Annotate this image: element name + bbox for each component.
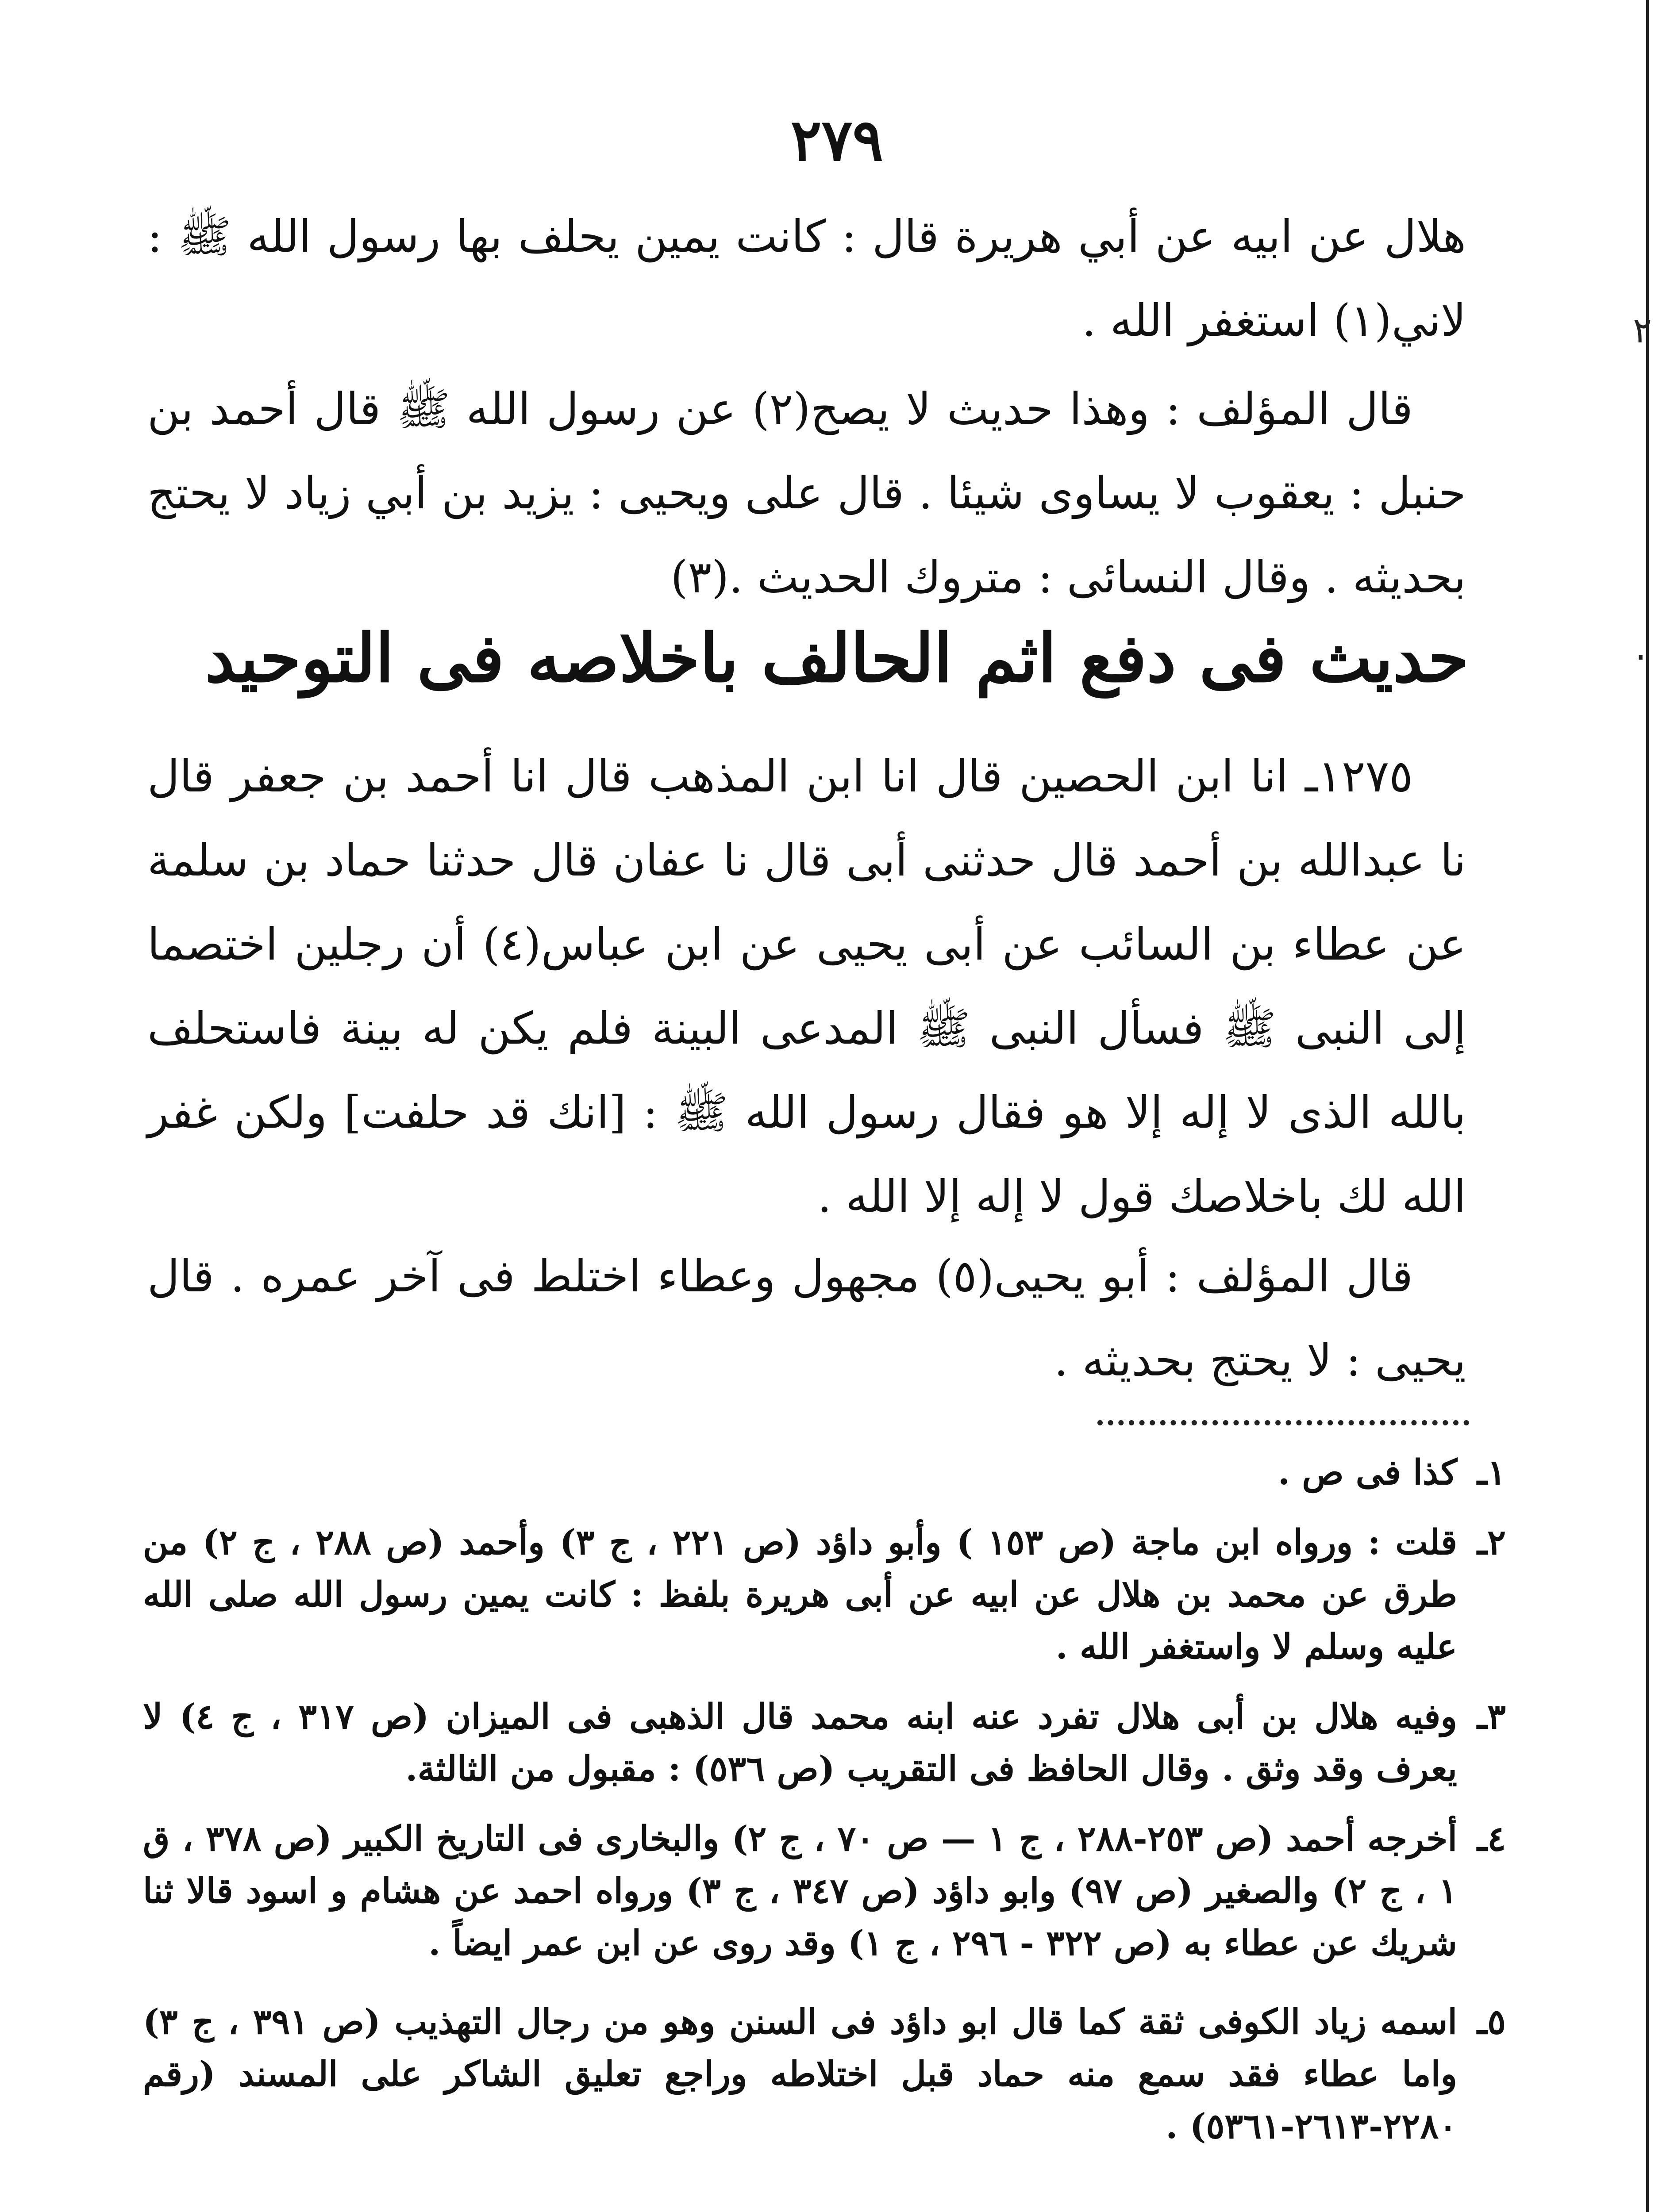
page-number: ٢٧٩ — [790, 106, 884, 174]
footnotes-section — [143, 1447, 1506, 2153]
footnote-number: ٥ـ — [1477, 2002, 1506, 2042]
footnote-number: ٢ـ — [1477, 1522, 1506, 1563]
footnote-text: وفيه هلال بن أبى هلال تفرد عنه ابنه محمد قال الذهبى فى الميزان (ص ٣١٧ ، ج ٤) لا يعرف وقد وثق . وقال الحافظ فى التقريب (ص ٥٣٦) : مقبول من الثالثة. — [143, 1697, 1458, 1789]
footnote-number: ٣ـ — [1477, 1697, 1506, 1737]
author-comment-block-1 — [147, 367, 1466, 619]
footnote-number: ١ـ — [1477, 1452, 1506, 1493]
footnote-text: اسمه زياد الكوفى ثقة كما قال ابو داؤد فى السنن وهو من رجال التهذيب (ص ٣٩١ ، ج ٣) واما عطاء فقد سمع منه حماد قبل اختلاطه وراجع تعليق الشاكر على المسند (رقم ٢٢٨٠-٢٦١٣-٥٣٦١) . — [143, 2002, 1457, 2147]
footnote-5 — [143, 1996, 1506, 2153]
edge-mark-middle: · — [1635, 637, 1647, 678]
footnote-3 — [143, 1691, 1506, 1795]
footnote-text: أخرجه أحمد (ص ٢٥٣-٢٨٨ ، ج ١ — ص ٧٠ ، ج ٢) والبخارى فى التاريخ الكبير (ص ٣٧٨ ، ق ١ ، ج ٢) والصغير (ص ٩٧) وابو داؤد (ص ٣٤٧ ، ج ٣) ورواه احمد عن هشام و اسود قالا ثنا شريك عن عطاء به (ص ٣٢٢ - ٢٩٦ ، ج ١) وقد روى عن ابن عمر ايضاً . — [143, 1819, 1457, 1963]
footnote-1 — [143, 1447, 1506, 1499]
hadith-text: ١٢٧٥ـ انا ابن الحصين قال انا ابن المذهب قال انا أحمد بن جعفر قال نا عبدالله بن أحمد قال حدثنى أبى قال نا عفان قال حدثنا حماد بن سلمة عن عطاء بن السائب عن أبى يحيى عن ابن عباس(٤) أن رجلين اختصما إلى النبى ﷺ فسأل النبى ﷺ المدعى البينة فلم يكن له بينة فاستحلف بالله الذى لا إله إلا هو فقال رسول الله ﷺ : [انك قد حلفت] ولكن غفر الله لك باخلاصك قول لا إله إلا الله . — [147, 750, 1466, 1222]
footnote-2 — [143, 1517, 1506, 1673]
footnote-text: كذا فى ص . — [1278, 1452, 1457, 1493]
intro-paragraph: هلال عن ابيه عن أبي هريرة قال : كانت يمين يحلف بها رسول الله ﷺ : لاني(١) استغفر الله . — [147, 211, 1466, 346]
author-comment-2: قال المؤلف : أبو يحيى(٥) مجهول وعطاء اختلط فى آخر عمره . قال يحيى : لا يحتج بحديثه . — [147, 1250, 1466, 1386]
edge-mark-top: ٢ — [1633, 310, 1652, 351]
intro-paragraph-block — [147, 195, 1466, 363]
footnote-separator — [1097, 1420, 1469, 1425]
footnote-number: ٤ـ — [1477, 1819, 1506, 1859]
footnote-text: قلت : ورواه ابن ماجة (ص ١٥٣ ) وأبو داؤد (ص ٢٢١ ، ج ٣) وأحمد (ص ٢٨٨ ، ج ٢) من طرق عن محمد بن هلال عن ابيه عن أبى هريرة بلفظ : كانت يمين رسول الله صلى الله عليه وسلم لا واستغفر الله . — [143, 1522, 1457, 1667]
hadith-block — [147, 734, 1466, 1239]
footnote-4 — [143, 1813, 1506, 1970]
section-heading: حديث فى دفع اثم الحالف باخلاصه فى التوحيد — [205, 619, 1469, 697]
author-comment-block-2 — [147, 1234, 1466, 1402]
author-comment-1: قال المؤلف : وهذا حديث لا يصح(٢) عن رسول الله ﷺ قال أحمد بن حنبل : يعقوب لا يساوى شيئا . قال على ويحيى : يزيد بن أبي زياد لا يحتج بحديثه . وقال النسائى : متروك الحديث .(٣) — [147, 383, 1466, 603]
